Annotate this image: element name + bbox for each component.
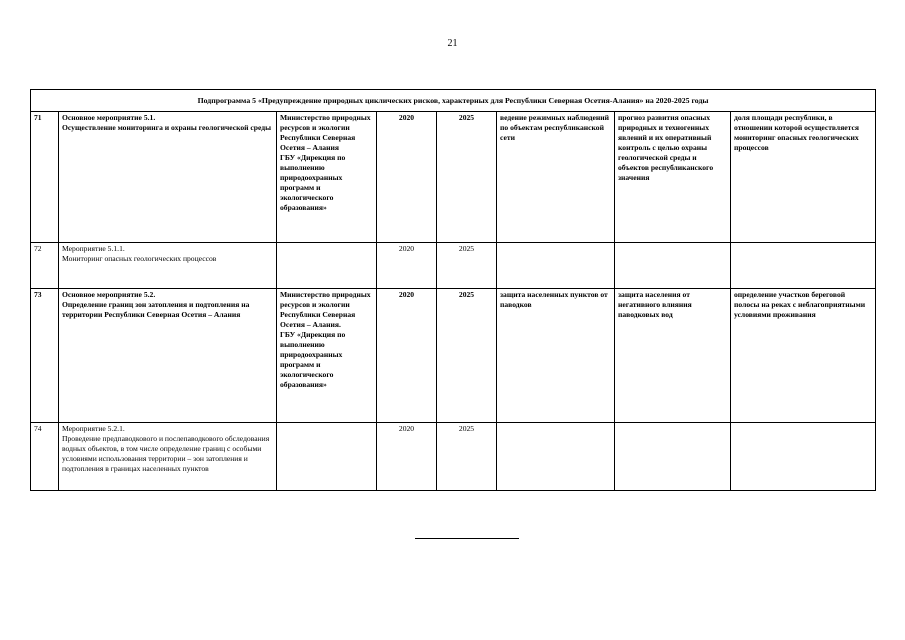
activity-name-cell: Основное мероприятие 5.2. Определение границ зон затопления и подтопления на территории Республики Северная Осетия – Алания bbox=[59, 289, 277, 423]
row-number-cell: 74 bbox=[31, 423, 59, 491]
direct-result-cell bbox=[497, 243, 615, 289]
table-row bbox=[31, 289, 876, 423]
executor-cell: Министерство природных ресурсов и экологии Республики Северная Осетия – Алания. ГБУ «Дирекция по выполнению природоохранных программ и экологического образования» bbox=[277, 289, 377, 423]
final-result-cell bbox=[615, 243, 731, 289]
indicator-cell bbox=[731, 243, 876, 289]
table-row bbox=[31, 112, 876, 243]
end-year-cell: 2025 bbox=[437, 112, 497, 243]
end-year-cell: 2025 bbox=[437, 289, 497, 423]
executor-cell bbox=[277, 423, 377, 491]
end-year-cell: 2025 bbox=[437, 423, 497, 491]
direct-result-cell: защита населенных пунктов от паводков bbox=[497, 289, 615, 423]
program-table-frame bbox=[30, 89, 875, 494]
table-row bbox=[31, 423, 876, 491]
footer-separator-line bbox=[415, 538, 519, 539]
program-table bbox=[30, 89, 876, 491]
row-number-cell: 72 bbox=[31, 243, 59, 289]
end-year-cell: 2025 bbox=[437, 243, 497, 289]
row-number-cell: 71 bbox=[31, 112, 59, 243]
indicator-cell bbox=[731, 423, 876, 491]
row-number-cell: 73 bbox=[31, 289, 59, 423]
direct-result-cell bbox=[497, 423, 615, 491]
start-year-cell: 2020 bbox=[377, 423, 437, 491]
indicator-cell: определение участков береговой полосы на реках с неблагоприятными условиями проживания bbox=[731, 289, 876, 423]
indicator-cell: доля площади республики, в отношении которой осуществляется мониторинг опасных геологических процессов bbox=[731, 112, 876, 243]
activity-name-cell: Мероприятие 5.1.1. Мониторинг опасных геологических процессов bbox=[59, 243, 277, 289]
activity-name-cell: Основное мероприятие 5.1. Осуществление мониторинга и охраны геологической среды bbox=[59, 112, 277, 243]
executor-cell bbox=[277, 243, 377, 289]
activity-name-cell: Мероприятие 5.2.1. Проведение предпаводкового и послепаводкового обследования водных объектов, в том числе определение границ с особыми условиями использования территории – зон затопления и подтопления в границах населенных пунктов bbox=[59, 423, 277, 491]
final-result-cell: защита населения от негативного влияния паводковых вод bbox=[615, 289, 731, 423]
subprogram-title-row bbox=[31, 90, 876, 112]
table-row bbox=[31, 243, 876, 289]
subprogram-title: Подпрограмма 5 «Предупреждение природных циклических рисков, характерных для Республики Северная Осетия-Алания» на 2020-2025 годы bbox=[31, 90, 876, 112]
start-year-cell: 2020 bbox=[377, 243, 437, 289]
executor-cell: Министерство природных ресурсов и экологии Республики Северная Осетия – Алания ГБУ «Дирекция по выполнению природоохранных программ и экологического образования» bbox=[277, 112, 377, 243]
start-year-cell: 2020 bbox=[377, 112, 437, 243]
page-number: 21 bbox=[447, 38, 458, 49]
direct-result-cell: ведение режимных наблюдений по объектам республиканской сети bbox=[497, 112, 615, 243]
final-result-cell: прогноз развития опасных природных и техногенных явлений и их оперативный контроль с целью охраны геологической среды и объектов республиканского значения bbox=[615, 112, 731, 243]
start-year-cell: 2020 bbox=[377, 289, 437, 423]
final-result-cell bbox=[615, 423, 731, 491]
